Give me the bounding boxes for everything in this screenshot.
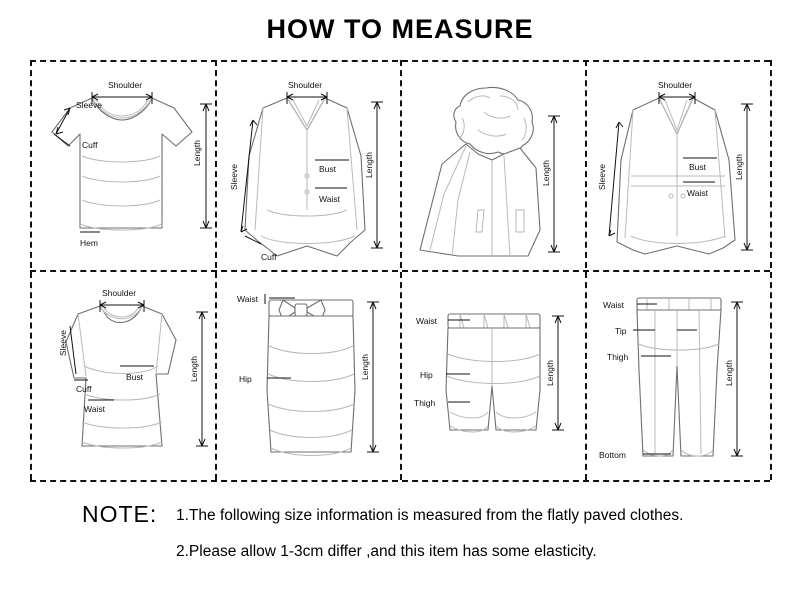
note-line-2: 2.Please allow 1-3cm differ ,and this item has some elasticity. <box>176 543 597 560</box>
label-hip: Hip <box>239 374 252 384</box>
label-waist: Waist <box>319 194 340 204</box>
label-shoulder: Shoulder <box>658 80 693 90</box>
label-length: Length <box>360 354 370 380</box>
label-sleeve: Sleeve <box>58 330 68 356</box>
label-bust: Bust <box>126 372 144 382</box>
label-cuff: Cuff <box>82 140 98 150</box>
note-label: NOTE: <box>82 501 158 527</box>
grid-line-right <box>770 60 772 480</box>
cell-fur-coat <box>400 60 585 270</box>
label-waist: Waist <box>84 404 105 414</box>
label-tip: Tip <box>615 326 627 336</box>
label-cuff: Cuff <box>261 252 277 262</box>
label-shoulder: Shoulder <box>108 80 143 90</box>
label-waist: Waist <box>687 188 708 198</box>
label-bottom: Bottom <box>599 450 626 460</box>
cell-blazer <box>215 60 400 270</box>
label-sleeve: Sleeve <box>597 164 607 190</box>
note-line-1: 1.The following size information is measured from the flatly paved clothes. <box>176 507 684 524</box>
label-waist: Waist <box>416 316 437 326</box>
label-bust: Bust <box>319 164 337 174</box>
label-waist: Waist <box>237 294 258 304</box>
cell-skirt <box>215 270 400 480</box>
label-bust: Bust <box>689 162 707 172</box>
label-shoulder: Shoulder <box>288 80 323 90</box>
label-sleeve: Sleeve <box>229 164 239 190</box>
label-length: Length <box>541 160 551 186</box>
label-length: Length <box>724 360 734 386</box>
label-length: Length <box>734 154 744 180</box>
label-hip: Hip <box>420 370 433 380</box>
label-sleeve: Sleeve <box>76 100 102 110</box>
grid-line-bottom <box>30 480 770 482</box>
label-shoulder: Shoulder <box>102 288 137 298</box>
label-cuff: Cuff <box>76 384 92 394</box>
label-thigh: Thigh <box>414 398 436 408</box>
label-length: Length <box>189 356 199 382</box>
cell-dress <box>30 270 215 480</box>
label-waist: Waist <box>603 300 624 310</box>
label-length: Length <box>545 360 555 386</box>
cell-shorts <box>400 270 585 480</box>
cell-pants <box>585 270 770 480</box>
page-title: HOW TO MEASURE <box>266 14 534 44</box>
cell-trench-coat <box>585 60 770 270</box>
label-length: Length <box>192 140 202 166</box>
diagram-grid <box>30 60 770 480</box>
label-length: Length <box>364 152 374 178</box>
label-hem: Hem <box>80 238 98 248</box>
cell-t-shirt <box>30 60 215 270</box>
label-thigh: Thigh <box>607 352 629 362</box>
